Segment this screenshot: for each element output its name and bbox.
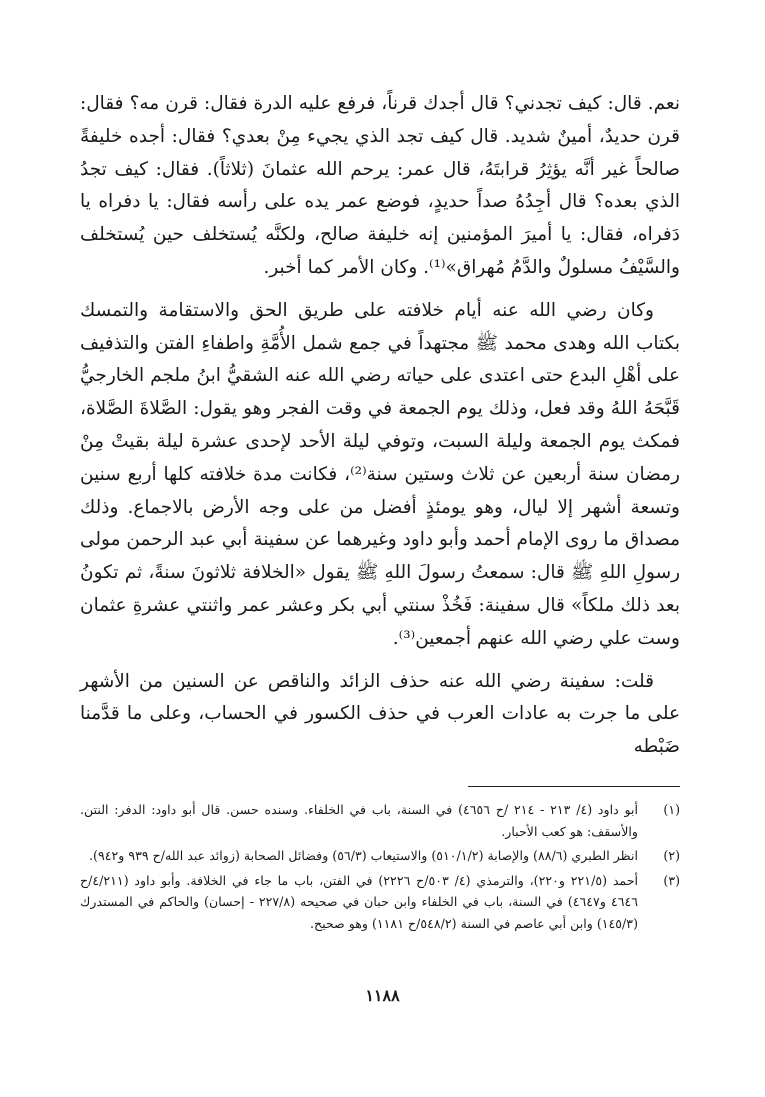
footnote-number: (٣) [663,872,680,888]
footnote-1 [80,799,680,842]
footnote-number: (١) [663,801,680,817]
page-number: ١١٨٨ [365,986,400,1005]
paragraph-2: وكان رضي الله عنه أيام خلافته على طريق الحق والاستقامة والتمسك بكتاب الله وهدى محمد ﷺ مجتهداً في جمع شمل الأُمَّةِ واطفاءِ الفتن والتذفيف على أهْلِ البدع حتى اعتدى على حياته رضي الله عنه الشقيُّ ابنُ ملجم الخارجيُّ قَبَّحَهُ اللهُ وقد فعل، وذلك يوم الجمعة في وقت الفجر وهو يقول: الصَّلاةَ الصَّلاة، فمكث يوم الجمعة وليلة السبت، وتوفي ليلة الأحد لإحدى عشرة ليلة بقيتْ مِنْ رمضان سنة أربعين عن ثلاث وستين سنة⁽²⁾، فكانت مدة خلافته كلها أربع سنين وتسعة أشهر إلا ليال، وهو يومئذٍ أفضل من على وجه الأرض بالاجماع. وذلك مصداق ما روى الإمام أحمد وأبو داود وغيرهما عن سفينة أبي عبد الرحمن مولى رسولِ اللهِ ﷺ قال: سمعتُ رسولَ اللهِ ﷺ يقول «الخلافة ثلاثونَ سنةً، ثم تكونُ بعد ذلك ملكاً» قال سفينة: فَخُذْ سنتي أبي بكر وعشر عمر واثنتي عشرةِ عثمان وست علي رضي الله عنهم أجمعين⁽³⁾. [80,299,680,649]
footnote-text: أبو داود (٤/ ٢١٣ - ٢١٤ /ح ٤٦٥٦) في السنة، باب في الخلفاء. وسنده حسن. قال أبو داود: الدفر: النتن. والأسقف: هو كعب الأحبار. [80,801,638,839]
footnote-3 [80,870,680,935]
footnote-text: أحمد (٢٢١/٥ و٢٢٠)، والترمذي (٤/ ٥٠٣/ح ٢٢٢٦) في الفتن، باب ما جاء في الخلافة. وأبو داود (٤/٢١١/ح ٤٦٤٦ و٤٦٤٧) في السنة، باب في الخلفاء وابن حبان في صحيحه (٢٢٧/٨ - إحسان) والحاكم في المستدرك (١٤٥/٣) وابن أبي عاصم في السنة (٥٤٨/٢/ح ١١٨١) وهو صحيح. [80,872,638,931]
paragraph-3: قلت: سفينة رضي الله عنه حذف الزائد والناقص عن السنين من الأشهر على ما جرت به عادات العرب في حذف الكسور في الحساب، وعلى ما قدَّمنا ضَبْطه [80,670,680,758]
footnotes [80,799,680,935]
page-content [80,88,680,938]
footnote-text: انظر الطبري (٨٨/٦) والإصابة (٥١٠/١/٢) والاستيعاب (٥٦/٣) وفضائل الصحابة (زوائد عبد الله/ح ٩٣٩ و٩٤٢). [89,848,638,864]
footnote-2 [80,845,680,867]
footnote-number: (٢) [663,848,680,864]
paragraph-1: نعم. قال: كيف تجدني؟ قال أجدك قرناً، فرفع عليه الدرة فقال: قرن مه؟ فقال: قرن حديدٌ، أمينٌ شديد. قال كيف تجد الذي يجيء مِنْ بعدي؟ فقال: أجده خليفةً صالحاً غير أنَّه يؤثِرُ قرابتَهُ، قال عمر: يرحم الله عثمانَ (ثلاثاً). فقال: كيف تجدُ الذي بعده؟ قال أجِدُهُ صداً حديدٍ، فوضع عمر يده على رأسه فقال: يا دفراه يا دَفراه، فقال: يا أميرَ المؤمنين إنه خليفة صالح، ولكنَّه يُستخلف حين يُستخلف والسَّيْفُ مسلولٌ والدَّمُ مُهراق»⁽¹⁾. وكان الأمر كما أخبر. [80,93,680,278]
footnote-separator [468,786,680,787]
body-text [80,88,680,764]
